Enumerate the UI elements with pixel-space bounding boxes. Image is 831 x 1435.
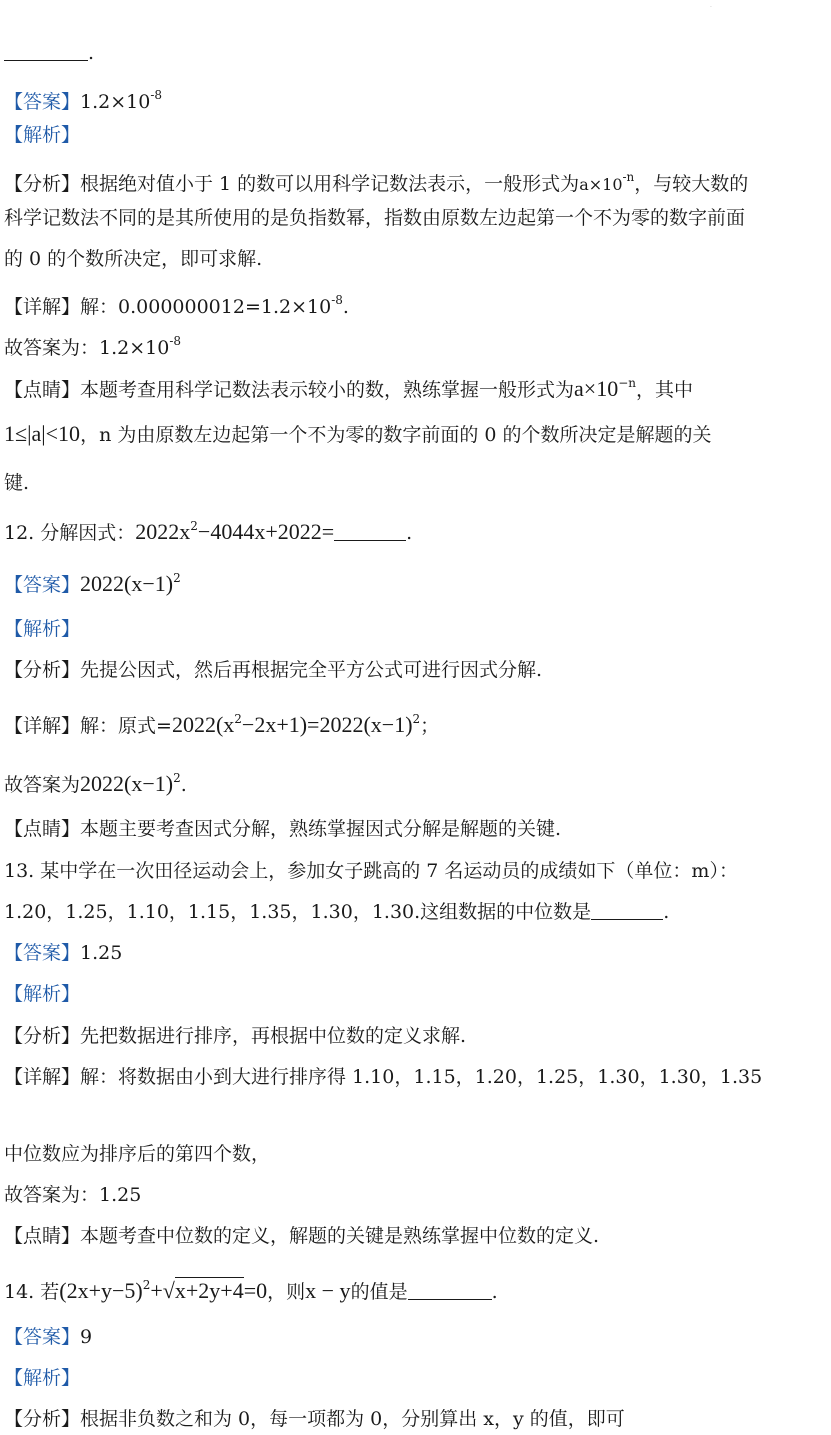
q12-answer-exponent: 2 [173,571,181,585]
detail-label: 【详解】 [4,296,81,318]
q12-explain-label: 【解析】 [4,618,81,640]
sqrt-icon: √ [162,1278,175,1303]
detail-label: 【详解】 [4,715,81,737]
q11-comment-line-2 [4,421,712,448]
q12-blank [334,540,406,541]
q12-detail-line [4,706,439,739]
q11-analysis-text-2: ，与较大数的 [634,173,749,195]
q12-detail-exponent-b: 2 [412,712,421,726]
answer-label: 【答案】 [4,1326,81,1348]
q12-conclusion-end: . [180,774,187,796]
q13-answer-line [4,940,122,966]
q13-detail: 解：将数据由小到大进行排序得 1.10，1.15，1.20，1.25，1.30，1.30，1.35 [80,1066,763,1088]
q13-answer: 1.25 [80,942,123,964]
q12-prompt: 12. 分解因式： [4,522,136,544]
q14-answer-line [4,1324,92,1350]
detail-label: 【详解】 [4,1066,81,1088]
q11-analysis-formula: a×10 [579,175,623,194]
q13-comment: 本题考查中位数的定义，解题的关键是熟练掌握中位数的定义. [80,1225,600,1247]
q11-comment-text-1-end: ，其中 [636,379,694,401]
q14-expression-exponent: 2 [142,1278,151,1292]
analysis-label: 【分析】 [4,173,81,195]
top-blank-line [4,40,94,66]
q11-comment-text-2: ，n 为由原数左边起第一个不为零的数字前面的 0 的个数所决定是解题的关 [80,424,712,446]
q13-median-note: 中位数应为排序后的第四个数， [4,1143,271,1165]
q13-analysis-line [4,1023,466,1049]
q12-conclusion-line [4,765,187,798]
comment-label: 【点睛】 [4,818,81,840]
q14-analysis-line [4,1406,625,1432]
q13-comment-line [4,1223,599,1249]
q11-analysis-text-1: 根据绝对值小于 1 的数可以用科学记数法表示，一般形式为 [80,173,580,195]
q12-conclusion-exponent: 2 [173,771,181,785]
q12-conclusion-prefix: 故答案为 [4,774,81,796]
q12-expression-exponent: 2 [190,519,198,533]
q13-question-line-1: 13. 某中学在一次田径运动会上，参加女子跳高的 7 名运动员的成绩如下（单位：m）： [4,860,738,882]
q11-detail-exponent: -8 [331,293,343,307]
q12-conclusion-math: 2022(x−1) [80,771,174,796]
q12-detail-math-a: 2022(x [171,712,235,737]
q14-blank [408,1299,492,1300]
q12-detail-end: ； [420,715,440,737]
q12-analysis-line [4,657,542,683]
q12-question-line [4,513,412,546]
q11-answer-line [4,82,162,115]
q14-analysis: 根据非负数之和为 0，每一项都为 0，分别算出 x，y 的值，即可 [80,1408,625,1430]
q11-analysis-exponent: -n [622,170,635,184]
q13-conclusion: 故答案为：1.25 [4,1184,142,1206]
q11-explain-label: 【解析】 [4,124,81,146]
q14-prompt: 14. 若 [4,1281,60,1303]
q12-expression-a: 2022x [135,519,191,544]
q12-comment-line [4,816,561,842]
q11-conclusion: 故答案为：1.2×10 [4,337,170,359]
scan-dot: · [710,4,712,11]
q12-detail-math-b: −2x+1)=2022(x−1) [241,712,413,737]
q14-expression-a: (2x+y−5) [59,1278,143,1303]
q12-answer: 2022(x−1) [80,571,174,596]
q14-xy: x − y [305,1278,351,1303]
q11-comment-line-3: 键. [4,472,30,494]
q11-detail-end: . [342,296,349,318]
q11-comment-formula: a×10 [574,376,619,401]
q13-detail-line [4,1064,762,1090]
q14-value-text: 的值是 [350,1281,408,1303]
q13-blank [591,919,663,920]
q12-comment: 本题主要考查因式分解，熟练掌握因式分解是解题的关键. [80,818,562,840]
q11-conclusion-line [4,328,181,361]
q11-comment-line-1 [4,370,693,403]
q12-expression-b: −4044x+2022= [197,519,335,544]
q13-question-text: 1.20，1.25，1.10，1.15，1.35，1.30，1.30.这组数据的中位数是 [4,901,592,923]
q11-detail: 解：0.000000012=1.2×10 [80,296,332,318]
q11-analysis-line-2: 科学记数法不同的是其所使用的是负指数幂，指数由原数左边起第一个不为零的数字前面 [4,207,746,229]
q12-answer-line [4,565,181,598]
q11-analysis-line-1 [4,164,748,198]
q14-end: . [491,1281,498,1303]
q13-explain-label: 【解析】 [4,983,81,1005]
answer-blank [4,60,88,61]
q11-analysis-line-3: 的 0 的个数所决定，即可求解. [4,248,263,270]
answer-label: 【答案】 [4,91,81,113]
q11-conclusion-exponent: -8 [169,334,182,348]
q13-question-line-2 [4,899,669,925]
q12-detail-prefix: 解：原式= [80,715,172,737]
analysis-label: 【分析】 [4,659,81,681]
q13-end: . [663,901,670,923]
q11-range-formula: 1≤|a|<10 [4,421,81,446]
q11-comment-text-1: 本题考查用科学记数法表示较小的数，熟练掌握一般形式为 [80,379,575,401]
q13-analysis: 先把数据进行排序，再根据中位数的定义求解. [80,1025,467,1047]
analysis-label: 【分析】 [4,1408,81,1430]
q14-expression-c: =0 [243,1278,268,1303]
blank-end-dot: . [88,42,95,64]
answer-label: 【答案】 [4,574,81,596]
q12-end: . [406,522,413,544]
q11-detail-line [4,287,349,320]
q11-answer: 1.2×10 [80,91,151,113]
q14-plus: + [150,1278,163,1303]
analysis-label: 【分析】 [4,1025,81,1047]
q14-answer: 9 [80,1326,93,1348]
comment-label: 【点睛】 [4,379,81,401]
q14-question-line [4,1272,498,1305]
q11-comment-exponent: −n [618,376,636,390]
q14-explain-label: 【解析】 [4,1367,81,1389]
q12-detail-exponent-a: 2 [234,712,242,726]
q12-analysis: 先提公因式，然后再根据完全平方公式可进行因式分解. [80,659,543,681]
answer-label: 【答案】 [4,942,81,964]
q14-sqrt-content: x+2y+4 [174,1278,244,1303]
q11-answer-exponent: -8 [150,88,163,102]
comment-label: 【点睛】 [4,1225,81,1247]
q14-then: ，则 [267,1281,306,1303]
